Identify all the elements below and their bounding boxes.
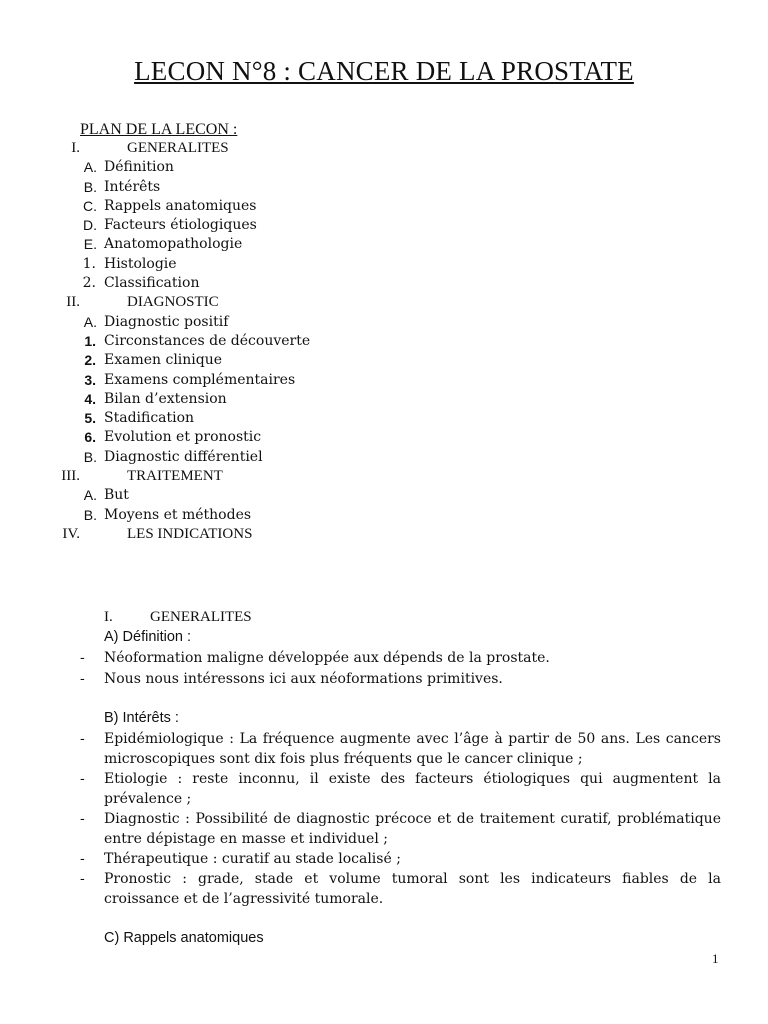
outline-marker: 2. (82, 275, 96, 292)
bullet-text: Diagnostic : Possibilité de diagnostic précoce et de traitement curatif, problématique entre dépistage en masse et individuel ; (104, 811, 721, 848)
outline-marker: A. (83, 313, 97, 330)
interets-bullet (80, 769, 721, 810)
definition-bullet (80, 669, 721, 690)
outline-text: Anatomopathologie (104, 236, 243, 253)
outline-item (0, 409, 768, 428)
rappels-heading: C) Rappels anatomiques (104, 930, 264, 946)
outline-marker: A. (83, 159, 97, 176)
outline-text: Diagnostic positif (104, 313, 229, 330)
outline-item (0, 293, 768, 312)
outline-text: Bilan d’extension (104, 390, 227, 407)
outline-marker: D. (83, 217, 97, 234)
bullet-text: Epidémiologique : La fréquence augmente avec l’âge à partir de 50 ans. Les cancers microscopiques sont dix fois plus fréquents que le cancer clinique ; (104, 731, 721, 768)
outline-text: LES INDICATIONS (127, 525, 253, 542)
outline-text: Moyens et méthodes (104, 506, 252, 523)
lesson-title: LECON N°8 : CANCER DE LA PROSTATE (134, 56, 634, 86)
outline-text: Diagnostic différentiel (104, 448, 263, 465)
outline-marker: III. (61, 468, 80, 485)
outline-item (0, 351, 768, 370)
outline-item (0, 255, 768, 274)
outline-text: Evolution et pronostic (104, 429, 262, 446)
outline-marker: 5. (84, 410, 96, 427)
outline-item (0, 216, 768, 235)
outline-text: Classification (104, 275, 200, 292)
bullet-text: Thérapeutique : curatif au stade localisé ; (104, 851, 401, 867)
outline-item (0, 197, 768, 216)
outline-item (0, 178, 768, 197)
bullet-dash: - (80, 731, 85, 747)
interets-bullet (80, 729, 721, 770)
outline-marker: B. (83, 178, 97, 195)
section-marker: I. (104, 609, 113, 625)
outline-marker: B. (83, 506, 97, 523)
outline-item (0, 235, 768, 254)
section-heading (104, 609, 404, 629)
outline-item (0, 371, 768, 390)
outline-marker: I. (71, 140, 80, 156)
definition-bullet (80, 648, 721, 669)
outline-marker: C. (83, 197, 97, 214)
outline-text: Histologie (104, 255, 177, 272)
bullet-dash: - (80, 671, 85, 687)
page-number: 1 (712, 951, 719, 966)
interets-bullet (80, 809, 721, 850)
interets-heading: B) Intérêts : (104, 710, 179, 726)
outline-text: Examens complémentaires (104, 371, 296, 388)
outline-text: But (104, 487, 129, 504)
outline-text: Circonstances de découverte (104, 332, 311, 349)
outline-text: Examen clinique (104, 352, 223, 369)
interets-bullet (80, 869, 721, 910)
outline-marker: 6. (84, 429, 96, 446)
outline-item (0, 332, 768, 351)
bullet-dash: - (80, 650, 85, 666)
outline-text: GENERALITES (127, 140, 229, 156)
bullet-text: Pronostic : grade, stade et volume tumoral sont les indicateurs fiables de la croissance et de l’agressivité tumorale. (104, 871, 721, 908)
outline-marker: 1. (84, 332, 96, 349)
outline-item (0, 313, 768, 332)
interets-bullet (80, 849, 721, 870)
outline-text: Définition (104, 159, 174, 176)
outline-text: Intérêts (104, 178, 161, 195)
outline-text: Stadification (104, 410, 195, 427)
outline-item (0, 486, 768, 505)
bullet-dash: - (80, 811, 85, 827)
bullet-text: Nous nous intéressons ici aux néoformations primitives. (104, 671, 503, 687)
outline-text: TRAITEMENT (127, 468, 223, 485)
outline-marker: A. (83, 487, 97, 504)
outline-text: Facteurs étiologiques (104, 217, 257, 234)
bullet-text: Néoformation maligne développée aux dépends de la prostate. (104, 650, 550, 666)
outline-item (0, 467, 768, 486)
outline-marker: B. (83, 448, 97, 465)
outline-marker: 1. (82, 255, 96, 272)
plan-heading: PLAN DE LA LECON : (80, 121, 238, 138)
outline-marker: 3. (84, 371, 96, 388)
outline-item (0, 506, 768, 525)
outline-marker: 4. (84, 390, 96, 407)
bullet-dash: - (80, 871, 85, 887)
definition-heading: A) Définition : (104, 629, 192, 645)
plan-outline (0, 139, 768, 544)
outline-marker: E. (83, 236, 97, 253)
outline-text: DIAGNOSTIC (127, 294, 219, 311)
outline-item (0, 390, 768, 409)
outline-item (0, 525, 768, 544)
bullet-text: Etiologie : reste inconnu, il existe des facteurs étiologiques qui augmentent la prévalence ; (104, 771, 721, 808)
outline-text: Rappels anatomiques (104, 197, 257, 214)
bullet-dash: - (80, 851, 85, 867)
section-title: GENERALITES (150, 609, 252, 625)
bullet-dash: - (80, 771, 85, 787)
outline-item (0, 139, 768, 158)
outline-marker: IV. (62, 525, 80, 542)
outline-item (0, 428, 768, 447)
outline-item (0, 158, 768, 177)
outline-marker: II. (66, 294, 80, 311)
outline-item (0, 448, 768, 467)
outline-marker: 2. (84, 352, 96, 369)
outline-item (0, 274, 768, 293)
